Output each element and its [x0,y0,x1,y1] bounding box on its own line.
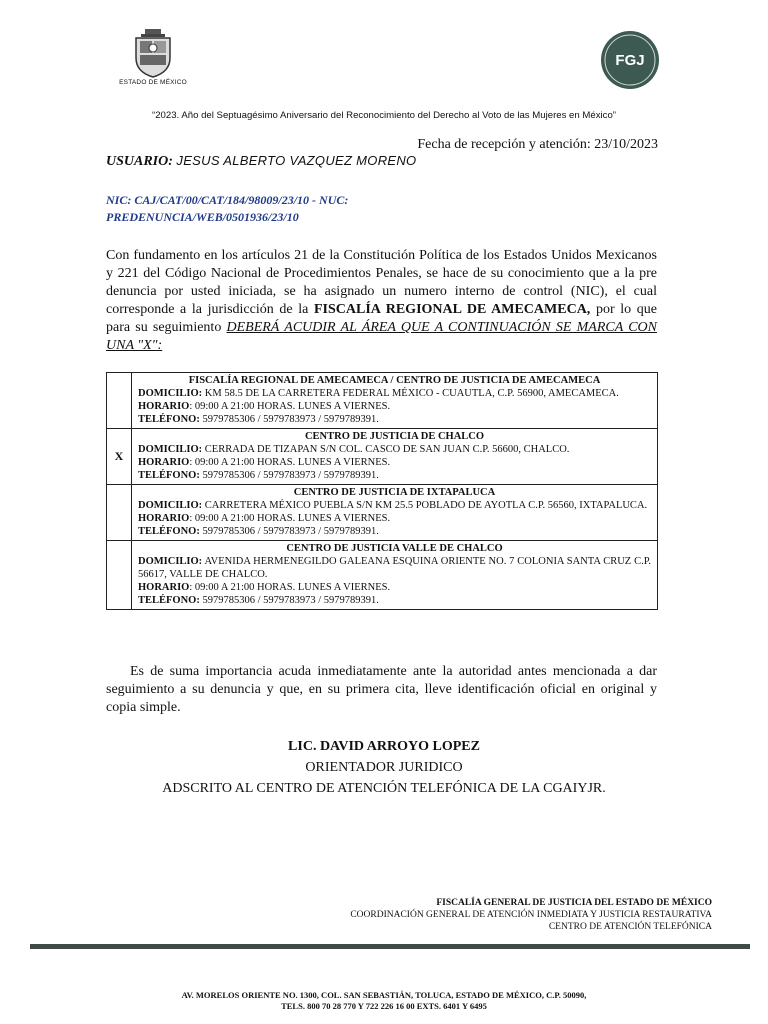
user-line [106,153,416,170]
footer-org-line-1: FISCALÍA GENERAL DE JUSTICIA DEL ESTADO DE MÉXICO [436,898,712,908]
center-hours: HORARIO: 09:00 A 21:00 HORAS. LUNES A VIERNES. [138,401,391,412]
center-phone: TELÉFONO: 5979785306 / 5979783973 / 5979789391. [138,414,379,425]
selection-mark [107,373,132,429]
footer-address-line-2: TELS. 800 70 28 770 Y 722 226 16 00 EXTS. 6401 Y 6495 [281,1001,487,1011]
coat-of-arms-icon [131,28,175,78]
footer-organization [350,897,712,933]
table-row [107,541,658,610]
center-address: DOMICILIO: CARRETERA MÉXICO PUEBLA S/N KM 25.5 POBLADO DE AYOTLA C.P. 56560, IXTAPALUCA. [138,500,648,511]
selection-mark [107,485,132,541]
center-phone: TELÉFONO: 5979785306 / 5979783973 / 5979789391. [138,526,379,537]
center-phone: TELÉFONO: 5979785306 / 5979783973 / 5979789391. [138,470,379,481]
center-hours: HORARIO: 09:00 A 21:00 HORAS. LUNES A VIERNES. [138,582,391,593]
signature-block [60,736,708,799]
center-address: DOMICILIO: AVENIDA HERMENEGILDO GALEANA ESQUINA ORIENTE NO. 7 COLONIA SANTA CRUZ C.P. 56617, VALLE DE CHALCO. [138,556,651,580]
user-name: JESUS ALBERTO VAZQUEZ MORENO [176,153,417,168]
center-address: DOMICILIO: KM 58.5 DE LA CARRETERA FEDERAL MÉXICO - CUAUTLA, C.P. 56900, AMECAMECA. [138,388,619,399]
nic-reference [106,192,406,226]
footer-address [60,990,708,1012]
center-hours: HORARIO: 09:00 A 21:00 HORAS. LUNES A VIERNES. [138,513,391,524]
paragraph-bold-fiscalia: FISCALÍA REGIONAL DE AMECAMECA, [313,302,591,317]
footer-org-line-3: CENTRO DE ATENCIÓN TELEFÓNICA [548,922,712,932]
paragraph-text-1: Con fundamento en los artículos 21 de la Constitución Política de los Estados Unidos Mexicanos y 221 del Código Nacional de Procedimientos Penales, se hace de su conocimiento que a la pre denuncia por usted iniciada, se ha asignado un numero interno de control (NIC), el cual corresponde a la jurisdicción de la [106,248,657,317]
nic-line-1: NIC: CAJ/CAT/00/CAT/184/98009/23/10 - NUC: [106,193,349,207]
footer-address-line-1: AV. MORELOS ORIENTE NO. 1300, COL. SAN SEBASTIÁN, TOLUCA, ESTADO DE MÉXICO, C.P. 50090, [181,990,587,1000]
center-cell [132,541,658,610]
paragraph-text-2: por lo que para su seguimiento [106,302,657,335]
center-title: CENTRO DE JUSTICIA VALLE DE CHALCO [286,543,503,554]
footer-org-line-2: COORDINACIÓN GENERAL DE ATENCIÓN INMEDIATA Y JUSTICIA RESTAURATIVA [350,910,712,920]
center-address: DOMICILIO: CERRADA DE TIZAPAN S/N COL. CASCO DE SAN JUAN C.P. 56600, CHALCO. [138,444,570,455]
signer-role: ORIENTADOR JURIDICO [305,760,463,775]
center-cell [132,485,658,541]
signer-office: ADSCRITO AL CENTRO DE ATENCIÓN TELEFÓNICA DE LA CGAIYJR. [162,781,606,796]
nic-line-2: PREDENUNCIA/WEB/0501936/23/10 [106,210,299,224]
user-label: USUARIO: [106,154,173,169]
closing-paragraph: Es de suma importancia acuda inmediatamente ante la autoridad antes mencionada a dar seguimiento a su denuncia y que, en su primera cita, lleve identificación oficial en original y copia simple. [106,664,657,715]
center-title: FISCALÍA REGIONAL DE AMECAMECA / CENTRO DE JUSTICIA DE AMECAMECA [188,375,601,386]
year-motto: “2023. Año del Septuagésimo Aniversario del Reconocimiento del Derecho al Voto de las Mujeres en México” [152,110,616,121]
footer-divider [30,944,750,949]
center-cell [132,429,658,485]
reception-date: Fecha de recepción y atención: 23/10/2023 [417,137,658,152]
fgj-logo-text: FGJ [615,52,645,69]
signer-name: LIC. DAVID ARROYO LOPEZ [288,739,480,754]
center-phone: TELÉFONO: 5979785306 / 5979783973 / 5979789391. [138,595,379,606]
center-title: CENTRO DE JUSTICIA DE IXTAPALUCA [293,487,496,498]
table-row [107,485,658,541]
center-hours: HORARIO: 09:00 A 21:00 HORAS. LUNES A VIERNES. [138,457,391,468]
paragraph-underlined-instruction: DEBERÁ ACUDIR AL ÁREA QUE A CONTINUACIÓN SE MARCA CON UNA "X": [106,320,657,353]
table-row [107,373,658,429]
table-row [107,429,658,485]
selection-mark: X [107,429,132,485]
estado-de-mexico-logo [116,28,190,94]
main-paragraph [106,247,657,355]
selection-mark [107,541,132,610]
justice-centers-table [106,372,658,610]
logo-caption: ESTADO DE MÉXICO [119,79,187,86]
fgj-logo [600,30,660,90]
fgj-seal-icon [600,30,660,90]
center-cell [132,373,658,429]
center-title: CENTRO DE JUSTICIA DE CHALCO [304,431,485,442]
